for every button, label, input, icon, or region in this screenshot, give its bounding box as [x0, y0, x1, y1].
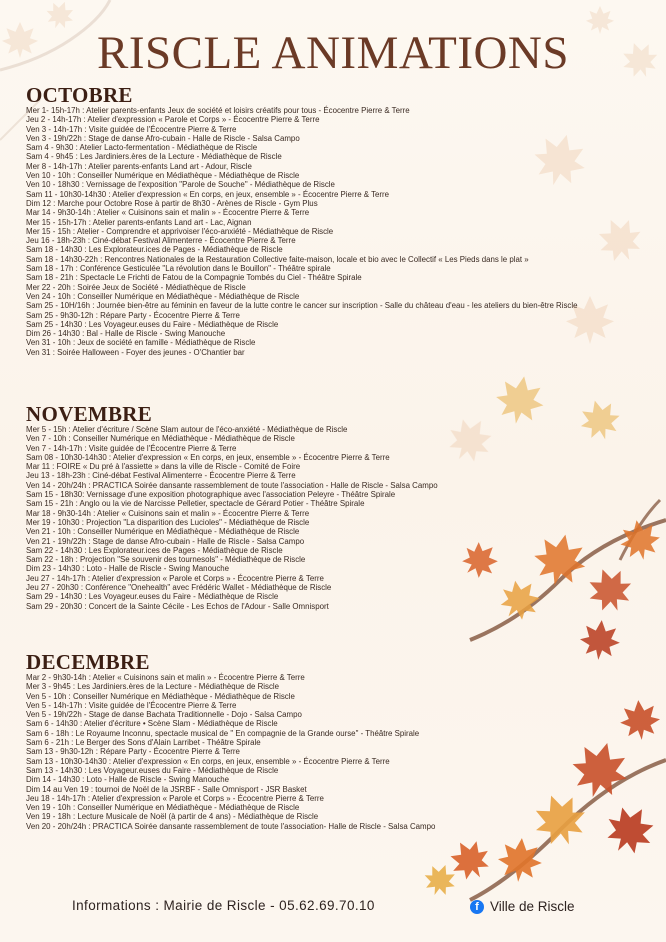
event-item: Sam 15 - 21h : Anglo ou la vie de Narcisse Pelletier, spectacle de Gérard Potier - Théâtre Spirale — [26, 499, 365, 509]
event-item: Dim 23 - 14h30 : Loto - Halle de Riscle - Swing Manouche — [26, 564, 230, 574]
event-item: Sam 22 - 18h : Projection "Se souvenir des tournesols" - Médiathèque de Riscle — [26, 555, 306, 565]
event-item: Dim 14 au Ven 19 : tournoi de Noël de la JSRBF - Salle Omnisport - JSR Basket — [26, 784, 307, 794]
event-item: Sam 6 - 21h : Le Berger des Sons d'Alain Larribet - Théâtre Spirale — [26, 738, 261, 748]
event-item: Sam 6 - 14h30 : Atelier d'écriture • Scène Slam - Médiathèque de Riscle — [26, 719, 278, 729]
event-item: Ven 3 - 14h-17h : Visite guidée de l'Écocentre Pierre & Terre — [26, 124, 237, 134]
event-item: Ven 3 - 19h/22h : Stage de danse Afro-cubain - Halle de Riscle - Salsa Campo — [26, 133, 300, 143]
event-item: Sam 25 - 14h30 : Les Voyageur.euses du Faire - Médiathèque de Riscle — [26, 319, 279, 329]
facebook-label: Ville de Riscle — [490, 899, 575, 914]
event-item: Ven 19 - 10h : Conseiller Numérique en Médiathèque - Médiathèque de Riscle — [26, 803, 300, 813]
event-item: Jeu 13 - 18h-23h : Ciné-débat Festival Alimenterre - Écocentre Pierre & Terre — [26, 471, 296, 481]
info-line: Informations : Mairie de Riscle - 05.62.69.70.10 — [72, 898, 375, 913]
event-item: Mar 11 : FOIRE « Du pré à l'assiette » dans la ville de Riscle - Comité de Foire — [26, 462, 301, 472]
event-item: Ven 5 - 10h : Conseiller Numérique en Médiathèque - Médiathèque de Riscle — [26, 691, 295, 701]
event-item: Sam 29 - 20h30 : Concert de la Sainte Cécile - Les Echos de l'Adour - Salle Omnisport — [26, 601, 329, 611]
event-item: Mer 15 - 15h-17h : Atelier parents-enfants Land art - Lac, Aignan — [26, 217, 252, 227]
event-item: Sam 08 - 10h30-14h30 : Atelier d'expression « En corps, en jeux, ensemble » - Écocentre Pierre & Terre — [26, 452, 390, 462]
event-item: Jeu 18 - 14h-17h : Atelier d'expression « Parole et Corps » - Écocentre Pierre & Terre — [26, 793, 324, 803]
event-item: Ven 24 - 10h : Conseiller Numérique en Médiathèque - Médiathèque de Riscle — [26, 291, 300, 301]
event-item: Mer 8 - 14h-17h : Atelier parents-enfants Land art - Adour, Riscle — [26, 161, 252, 171]
event-item: Sam 18 - 14h30-22h : Rencontres Nationales de la Restauration Collective faite-maison, locale et bio avec le Collectif « Les Pieds dans le plat » — [26, 254, 529, 264]
event-item: Sam 13 - 10h30-14h30 : Atelier d'expression « En corps, en jeux, ensemble » - Écocentre Pierre & Terre — [26, 756, 390, 766]
event-item: Mer 22 - 20h : Soirée Jeux de Société - Médiathèque de Riscle — [26, 282, 246, 292]
month-heading-octobre: OCTOBRE — [26, 83, 133, 107]
event-item: Mer 19 - 10h30 : Projection "La disparition des Lucioles" - Médiathèque de Riscle — [26, 517, 310, 527]
event-item: Sam 25 - 9h30-12h : Répare Party - Écocentre Pierre & Terre — [26, 310, 240, 320]
event-item: Jeu 27 - 20h30 : Conférence "Onehealth" avec Frédéric Wallet - Médiathèque de Riscle — [26, 583, 332, 593]
event-item: Sam 4 - 9h30 : Atelier Lacto-fermentation - Médiathèque de Riscle — [26, 143, 258, 153]
facebook-link[interactable] — [470, 899, 575, 914]
event-item: Sam 18 - 14h30 : Les Explorateur.ices de Pages - Médiathèque de Riscle — [26, 245, 283, 255]
event-item: Ven 7 - 14h-17h : Visite guidée de l'Écocentre Pierre & Terre — [26, 443, 237, 453]
event-item: Sam 15 - 18h30: Vernissage d'une exposition photographique avec l'association Peleyre - Théâtre Spirale — [26, 490, 396, 500]
event-item: Mar 18 - 9h30-14h : Atelier « Cuisinons sain et malin » - Écocentre Pierre & Terre — [26, 508, 310, 518]
month-heading-novembre: NOVEMBRE — [26, 402, 153, 426]
event-item: Ven 7 - 10h : Conseiller Numérique en Médiathèque - Médiathèque de Riscle — [26, 434, 295, 444]
event-item: Ven 21 - 10h : Conseiller Numérique en Médiathèque - Médiathèque de Riscle — [26, 527, 300, 537]
event-item: Sam 6 - 18h : Le Royaume Inconnu, spectacle musical de " En compagnie de la Grande ourse" - Théâtre Spirale — [26, 728, 420, 738]
event-item: Mer 15 - 15h : Atelier - Comprendre et apprivoiser l'éco-anxiété - Médiathèque de Riscle — [26, 226, 334, 236]
event-item: Ven 14 - 20h/24h : PRACTICA Soirée dansante rassemblement de toute l'association - Halle de Riscle - Salsa Campo — [26, 480, 438, 490]
event-item: Jeu 27 - 14h-17h : Atelier d'expression « Parole et Corps » - Écocentre Pierre & Terre — [26, 573, 324, 583]
event-item: Ven 21 - 19h/22h : Stage de danse Afro-cubain - Halle de Riscle - Salsa Campo — [26, 536, 305, 546]
event-item: Jeu 2 - 14h-17h : Atelier d'expression « Parole et Corps » - Écocentre Pierre & Terre — [26, 115, 320, 125]
event-item: Sam 11 - 10h30-14h30 : Atelier d'expression « En corps, en jeux, ensemble » - Écocentre Pierre & Terre — [26, 189, 390, 199]
event-item: Sam 4 - 9h45 : Les Jardiniers.ères de la Lecture - Médiathèque de Riscle — [26, 152, 282, 162]
event-item: Sam 25 - 10H/16h : Journée bien-être au féminin en faveur de la lutte contre le cancer sur inscription - Salle du château d'eau - les ateliers du bien-être Riscle — [26, 301, 578, 311]
event-item: Jeu 16 - 18h-23h : Ciné-débat Festival Alimenterre - Écocentre Pierre & Terre — [26, 236, 296, 246]
event-item: Dim 12 : Marche pour Octobre Rose à partir de 8h30 - Arènes de Riscle - Gym Plus — [26, 198, 318, 208]
month-heading-decembre: DECEMBRE — [26, 650, 150, 674]
event-item: Mer 1- 15h-17h : Atelier parents-enfants Jeux de société et loisirs créatifs pour tous - Écocentre Pierre & Terre — [26, 106, 410, 115]
event-item: Dim 26 - 14h30 : Bal - Halle de Riscle - Swing Manouche — [26, 329, 226, 339]
page-title: RISCLE ANIMATIONS — [96, 27, 569, 79]
event-item: Mer 3 - 9h45 : Les Jardiniers.ères de la Lecture - Médiathèque de Riscle — [26, 682, 280, 692]
event-item: Ven 5 - 19h/22h - Stage de danse Bachata Traditionnelle - Dojo - Salsa Campo — [26, 710, 302, 720]
event-item: Sam 18 - 21h : Spectacle Le Frichti de Fatou de la Compagnie Tombés du Ciel - Théâtre Spirale — [26, 273, 362, 283]
event-list-decembre — [26, 673, 656, 831]
event-item: Sam 22 - 14h30 : Les Explorateur.ices de Pages - Médiathèque de Riscle — [26, 545, 283, 555]
event-item: Sam 29 - 14h30 : Les Voyageur.euses du Faire - Médiathèque de Riscle — [26, 592, 279, 602]
event-item: Ven 5 - 14h-17h : Visite guidée de l'Écocentre Pierre & Terre — [26, 700, 237, 710]
event-item: Sam 13 - 14h30 : Les Voyageur.euses du Faire - Médiathèque de Riscle — [26, 765, 279, 775]
event-item: Ven 31 - 10h : Jeux de société en famille - Médiathèque de Riscle — [26, 338, 256, 348]
event-item: Ven 19 - 18h : Lecture Musicale de Noël (à partir de 4 ans) - Médiathèque de Riscle — [26, 812, 319, 822]
event-item: Mar 14 - 9h30-14h : Atelier « Cuisinons sain et malin » - Écocentre Pierre & Terre — [26, 208, 310, 218]
event-item: Dim 14 - 14h30 : Loto - Halle de Riscle - Swing Manouche — [26, 775, 230, 785]
event-item: Sam 13 - 9h30-12h : Répare Party - Écocentre Pierre & Terre — [26, 747, 240, 757]
event-item: Sam 18 - 17h : Conférence Gesticulée "La révolution dans le Bouillon" - Théâtre spirale — [26, 264, 331, 274]
event-item: Ven 10 - 18h30 : Vernissage de l'exposition "Parole de Souche" - Médiathèque de Riscle — [26, 180, 335, 190]
event-item: Ven 20 - 20h/24h : PRACTICA Soirée dansante rassemblement de toute l'association- Halle de Riscle - Salsa Campo — [26, 821, 436, 831]
event-item: Mar 2 - 9h30-14h : Atelier « Cuisinons sain et malin » - Écocentre Pierre & Terre — [26, 673, 305, 682]
event-item: Ven 10 - 10h : Conseiller Numérique en Médiathèque - Médiathèque de Riscle — [26, 171, 300, 181]
event-list-octobre — [26, 106, 656, 357]
facebook-icon: f — [470, 900, 484, 914]
event-item: Ven 31 : Soirée Halloween - Foyer des jeunes - O'Chantier bar — [26, 347, 245, 357]
event-list-novembre — [26, 425, 656, 611]
event-item: Mer 5 - 15h : Atelier d'écriture / Scène Slam autour de l'éco-anxiété - Médiathèque de Riscle — [26, 425, 348, 434]
